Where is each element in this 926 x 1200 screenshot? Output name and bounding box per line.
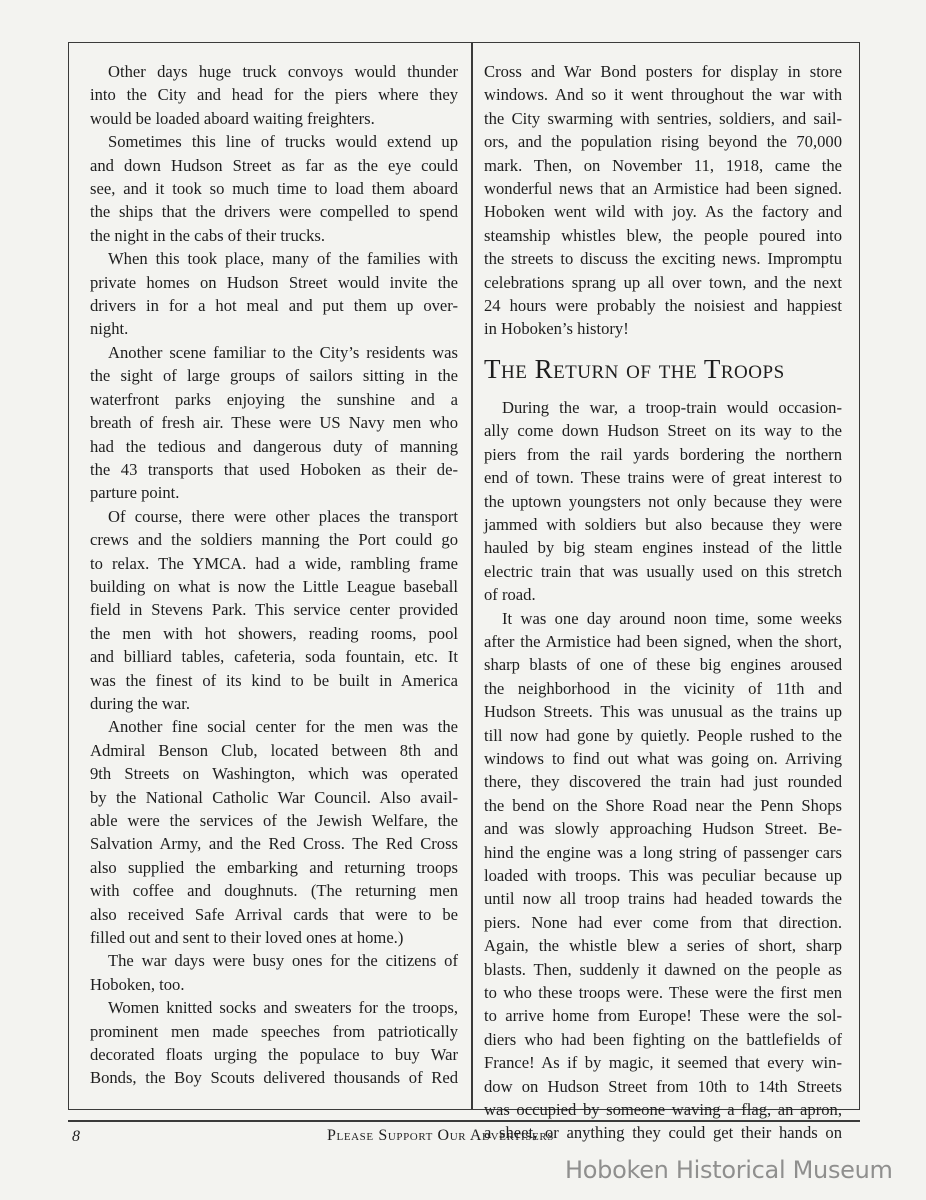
text-line: ors, and the population rising beyond the 70,000 [484, 132, 842, 152]
paragraph [90, 505, 458, 716]
text-line: windows to find out what was going on. Arriving [484, 748, 842, 768]
text-line: 9th Streets on Washington, which was operated [90, 764, 458, 784]
text-line: able were the services of the Jewish Welfare, the [90, 811, 458, 830]
left-column [90, 60, 458, 1090]
text-line: building on what is now the Little League baseball [90, 576, 458, 596]
text-line: had the tedious and dangerous duty of manning [90, 436, 458, 456]
text-line: to who these troops were. These were the first men [484, 983, 842, 1003]
text-line: During the war, a troop-train would occasion- [502, 397, 842, 417]
text-line: end of town. These trains were of great interest to [484, 468, 842, 488]
paragraph [90, 247, 458, 341]
text-line: When this took place, many of the families with [108, 249, 458, 269]
text-line: the bend on the Shore Road near the Penn Shops [484, 795, 842, 815]
text-line: celebrations sprang up all over town, and the next [484, 272, 842, 292]
text-line: Of course, there were other places the transport [108, 506, 458, 526]
text-line: Hoboken, too. [90, 974, 185, 994]
paragraph [90, 949, 458, 996]
footer-rule [68, 1120, 860, 1122]
text-line: crews and the soldiers manning the Port could go [90, 530, 458, 550]
text-line: ally come down Hudson Street on its way to the [484, 421, 842, 441]
text-line: by the National Catholic War Council. Also avail- [90, 787, 458, 807]
text-line: field in Stevens Park. This service center provided [90, 600, 458, 620]
text-line: Another fine social center for the men was the [108, 717, 458, 737]
paragraph [90, 341, 458, 505]
text-line: waterfront parks enjoying the sunshine and a [90, 389, 458, 409]
text-line: blasts. Then, suddenly it dawned on the people as [484, 959, 842, 979]
paragraph [484, 396, 842, 607]
text-line: and was slowly approaching Hudson Street. Be- [484, 819, 842, 839]
footer-text: Please Support Our Advertisers [327, 1127, 554, 1144]
paragraph [90, 60, 458, 130]
text-line: decorated floats urging the populace to buy War [90, 1045, 458, 1065]
paragraph [90, 715, 458, 949]
text-line: Hoboken went wild with joy. As the factory and [484, 202, 842, 222]
text-line: was the finest of its kind to be built in America [90, 670, 458, 690]
text-line: loaded with troops. This was peculiar because up [484, 866, 842, 885]
text-line: the 43 transports that used Hoboken as their de- [90, 459, 458, 479]
text-line: in Hoboken’s history! [484, 319, 629, 339]
text-line: Sometimes this line of trucks would extend up [108, 132, 458, 152]
text-line: windows. And so it went throughout the war with [484, 85, 842, 105]
paragraph [90, 996, 458, 1090]
text-line: also supplied the embarking and returning troops [90, 857, 458, 877]
right-column [484, 60, 842, 1145]
page-number: 8 [72, 1128, 80, 1145]
text-line: and billiard tables, cafeteria, soda fountain, etc. It [90, 647, 458, 667]
text-line: It was one day around noon time, some weeks [502, 608, 842, 628]
text-line: Bonds, the Boy Scouts delivered thousands of Red [90, 1068, 458, 1088]
text-line: Again, the whistle blew a series of short, sharp [484, 936, 842, 956]
text-line: until now all troop trains had headed towards the [484, 889, 842, 909]
section-body [484, 396, 842, 1145]
text-line: piers. None had ever come from that direction. [484, 912, 842, 932]
text-line: 24 hours were probably the noisiest and happiest [484, 296, 842, 316]
text-line: the night in the cabs of their trucks. [90, 225, 326, 245]
text-line: Hudson Streets. This was unusual as the trains up [484, 702, 842, 722]
column-divider [471, 42, 473, 1110]
text-line: there, they discovered the train had just rounded [484, 772, 842, 792]
text-line: of road. [484, 585, 536, 605]
text-line: the sight of large groups of sailors sitting in the [90, 366, 458, 386]
text-line: into the City and head for the piers where they [90, 85, 458, 105]
text-line: piers from the rail yards bordering the northern [484, 444, 842, 464]
text-line: steamship whistles blew, the people poured into [484, 225, 842, 245]
text-line: the City swarming with sentries, soldiers, and sail- [484, 108, 842, 128]
text-line: and down Hudson Street as far as the eye could [90, 155, 458, 175]
text-line: jammed with soldiers but also because they were [484, 514, 842, 534]
text-line: the men with hot showers, reading rooms, pool [90, 623, 458, 643]
text-line: to relax. The YMCA. had a wide, rambling frame [90, 553, 458, 573]
text-line: wonderful news that an Armistice had been signed. [484, 179, 842, 199]
paragraph [90, 130, 458, 247]
text-line: parture point. [90, 483, 180, 503]
paragraph [484, 607, 842, 1145]
text-line: the neighborhood in the vicinity of 11th and [484, 678, 842, 698]
text-line: Another scene familiar to the City’s residents was [108, 342, 458, 362]
text-line: sharp blasts of one of these big engines aroused [484, 655, 842, 675]
section-heading: The Return of the Troops [484, 353, 785, 384]
text-line: during the war. [90, 693, 190, 713]
text-line: breath of fresh air. These were US Navy men who [90, 413, 458, 433]
text-line: see, and it took so much time to load them aboard [90, 179, 458, 199]
text-line: after the Armistice had been signed, when the short, [484, 631, 842, 651]
text-line: diers who had been fighting on the battlefields of [484, 1029, 842, 1049]
text-line: to arrive home from Europe! These were the sol- [484, 1006, 842, 1026]
text-line: a sheet, or anything they could get their hands on [484, 1123, 842, 1143]
text-line: night. [90, 319, 129, 339]
text-line: Other days huge truck convoys would thunder [108, 62, 458, 81]
text-line: filled out and sent to their loved ones at home.) [90, 928, 404, 948]
text-line: Admiral Benson Club, located between 8th and [90, 740, 458, 760]
text-line: Women knitted socks and sweaters for the troops, [108, 998, 458, 1018]
text-line: electric train that was usually used on this stretch [484, 561, 842, 581]
text-line: the ships that the drivers were compelled to spend [90, 202, 458, 222]
text-line: dow on Hudson Street from 10th to 14th Streets [484, 1076, 842, 1096]
text-line: was occupied by someone waving a flag, an apron, [484, 1100, 842, 1120]
text-line: The war days were busy ones for the citizens of [108, 951, 458, 971]
text-line: the uptown youngsters not only because they were [484, 491, 842, 511]
text-line: Salvation Army, and the Red Cross. The Red Cross [90, 834, 458, 854]
text-line: Cross and War Bond posters for display in store [484, 62, 842, 81]
paragraph [484, 60, 842, 341]
text-line: drivers in for a hot meal and put them up over- [90, 296, 458, 316]
text-line: would be loaded aboard waiting freighters. [90, 108, 375, 128]
text-line: hauled by big steam engines instead of the little [484, 538, 842, 558]
text-line: the streets to discuss the exciting news. Impromptu [484, 249, 842, 269]
text-line: mark. Then, on November 11, 1918, came the [484, 155, 842, 175]
text-line: also received Safe Arrival cards that were to be [90, 904, 458, 924]
text-line: France! As if by magic, it seemed that every win- [484, 1053, 842, 1073]
text-line: with coffee and doughnuts. (The returning men [90, 881, 458, 901]
text-line: prominent men made speeches from patriotically [90, 1021, 458, 1041]
text-line: till now had gone by quietly. People rushed to the [484, 725, 842, 745]
intro-paragraph [484, 60, 842, 341]
text-line: hind the engine was a long string of passenger cars [484, 842, 842, 862]
watermark: Hoboken Historical Museum [565, 1156, 893, 1184]
text-line: private homes on Hudson Street would invite the [90, 272, 458, 292]
